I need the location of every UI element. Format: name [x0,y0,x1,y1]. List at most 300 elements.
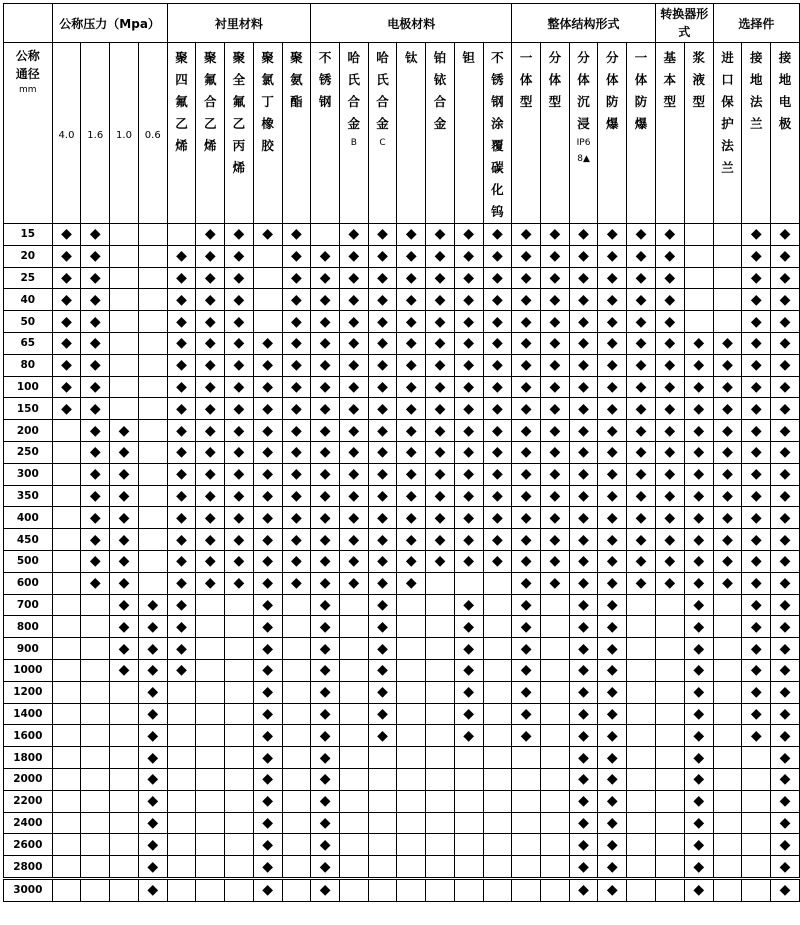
empty-cell [138,420,167,442]
availability-mark: ◆ [454,224,483,246]
corner-unit: mm [19,85,37,95]
empty-cell [426,747,455,769]
availability-mark: ◆ [138,681,167,703]
empty-cell [397,616,426,638]
empty-cell [282,878,311,901]
empty-cell [684,289,713,311]
empty-cell [282,747,311,769]
availability-mark: ◆ [339,463,368,485]
availability-mark: ◆ [368,616,397,638]
availability-mark: ◆ [771,856,800,879]
availability-mark: ◆ [713,572,742,594]
empty-cell [138,507,167,529]
availability-mark: ◆ [253,638,282,660]
lining-column-header-0 [167,43,196,224]
availability-mark: ◆ [684,878,713,901]
availability-mark: ◆ [512,420,541,442]
empty-cell [81,725,110,747]
availability-mark: ◆ [311,507,340,529]
empty-cell [196,681,225,703]
empty-cell [454,747,483,769]
availability-mark: ◆ [684,420,713,442]
availability-mark: ◆ [167,638,196,660]
availability-mark: ◆ [655,332,684,354]
empty-cell [110,681,139,703]
group-header-row [4,4,800,43]
availability-mark: ◆ [684,616,713,638]
availability-mark: ◆ [483,463,512,485]
empty-cell [339,638,368,660]
empty-cell [454,572,483,594]
availability-mark: ◆ [368,289,397,311]
availability-mark: ◆ [282,224,311,246]
table-row [4,812,800,834]
availability-mark: ◆ [771,747,800,769]
availability-mark: ◆ [512,398,541,420]
availability-mark: ◆ [311,420,340,442]
empty-cell [684,245,713,267]
availability-mark: ◆ [483,485,512,507]
availability-mark: ◆ [339,289,368,311]
availability-mark: ◆ [138,659,167,681]
availability-mark: ◆ [81,529,110,551]
availability-mark: ◆ [627,354,656,376]
availability-mark: ◆ [771,834,800,856]
availability-mark: ◆ [339,572,368,594]
nominal-diameter: 2600 [4,834,53,856]
availability-mark: ◆ [655,550,684,572]
empty-cell [138,529,167,551]
empty-cell [483,812,512,834]
empty-cell [454,856,483,879]
availability-mark: ◆ [253,812,282,834]
empty-cell [52,856,81,879]
availability-mark: ◆ [742,441,771,463]
availability-mark: ◆ [771,289,800,311]
empty-cell [742,790,771,812]
nominal-diameter: 400 [4,507,53,529]
availability-mark: ◆ [540,376,569,398]
availability-mark: ◆ [598,311,627,333]
availability-mark: ◆ [742,224,771,246]
availability-mark: ◆ [225,224,254,246]
availability-mark: ◆ [454,441,483,463]
availability-mark: ◆ [368,420,397,442]
table-row [4,332,800,354]
table-row [4,703,800,725]
empty-cell [253,245,282,267]
availability-mark: ◆ [253,659,282,681]
empty-cell [110,398,139,420]
availability-mark: ◆ [426,420,455,442]
availability-mark: ◆ [368,594,397,616]
availability-mark: ◆ [598,332,627,354]
empty-cell [655,768,684,790]
optional-column-label: 接地电极 [778,50,792,131]
availability-mark: ◆ [138,790,167,812]
availability-mark: ◆ [368,681,397,703]
empty-cell [167,834,196,856]
lining-column-label: 聚氯丁橡胶 [261,50,274,153]
empty-cell [339,834,368,856]
availability-mark: ◆ [742,311,771,333]
empty-cell [225,725,254,747]
availability-mark: ◆ [52,224,81,246]
availability-mark: ◆ [512,616,541,638]
empty-cell [627,878,656,901]
optional-column-label: 接地法兰 [750,50,763,131]
availability-mark: ◆ [454,267,483,289]
group-lining: 衬里材料 [167,4,311,43]
availability-mark: ◆ [253,529,282,551]
empty-cell [627,659,656,681]
empty-cell [540,834,569,856]
availability-mark: ◆ [426,354,455,376]
availability-mark: ◆ [742,507,771,529]
nominal-diameter: 1200 [4,681,53,703]
availability-mark: ◆ [512,463,541,485]
empty-cell [454,768,483,790]
empty-cell [167,681,196,703]
availability-mark: ◆ [598,485,627,507]
availability-mark: ◆ [225,354,254,376]
empty-cell [512,790,541,812]
availability-mark: ◆ [426,267,455,289]
availability-mark: ◆ [282,245,311,267]
availability-mark: ◆ [655,441,684,463]
availability-mark: ◆ [540,550,569,572]
availability-mark: ◆ [598,529,627,551]
availability-mark: ◆ [110,507,139,529]
empty-cell [196,703,225,725]
availability-mark: ◆ [483,289,512,311]
empty-cell [426,703,455,725]
empty-cell [655,812,684,834]
empty-cell [540,638,569,660]
availability-mark: ◆ [282,311,311,333]
availability-mark: ◆ [598,856,627,879]
empty-cell [110,289,139,311]
empty-cell [713,725,742,747]
empty-cell [512,768,541,790]
availability-mark: ◆ [196,267,225,289]
table-row [4,485,800,507]
availability-mark: ◆ [397,485,426,507]
electrode-column-header-2 [368,43,397,224]
availability-mark: ◆ [253,420,282,442]
availability-mark: ◆ [426,485,455,507]
availability-mark: ◆ [713,420,742,442]
availability-mark: ◆ [225,311,254,333]
availability-mark: ◆ [540,420,569,442]
availability-mark: ◆ [368,659,397,681]
availability-mark: ◆ [110,463,139,485]
availability-mark: ◆ [311,245,340,267]
availability-mark: ◆ [454,638,483,660]
empty-cell [225,834,254,856]
availability-mark: ◆ [771,224,800,246]
availability-mark: ◆ [339,550,368,572]
availability-mark: ◆ [454,245,483,267]
empty-cell [167,856,196,879]
empty-cell [52,638,81,660]
electrode-column-label: 不锈钢涂覆碳化钨 [491,50,504,219]
structure-column-header-0 [512,43,541,224]
empty-cell [167,725,196,747]
availability-mark: ◆ [569,311,598,333]
availability-mark: ◆ [684,398,713,420]
availability-mark: ◆ [454,681,483,703]
availability-mark: ◆ [540,354,569,376]
availability-mark: ◆ [167,354,196,376]
availability-mark: ◆ [512,681,541,703]
empty-cell [339,659,368,681]
empty-cell [713,659,742,681]
availability-mark: ◆ [598,289,627,311]
availability-mark: ◆ [397,463,426,485]
nominal-diameter: 1400 [4,703,53,725]
empty-cell [52,812,81,834]
table-row [4,856,800,879]
availability-mark: ◆ [339,311,368,333]
availability-mark: ◆ [771,485,800,507]
availability-mark: ◆ [368,311,397,333]
empty-cell [196,790,225,812]
empty-cell [483,878,512,901]
availability-mark: ◆ [339,354,368,376]
electrode-column-header-4 [426,43,455,224]
availability-mark: ◆ [483,529,512,551]
availability-mark: ◆ [167,572,196,594]
availability-mark: ◆ [454,311,483,333]
availability-mark: ◆ [138,616,167,638]
availability-mark: ◆ [368,529,397,551]
structure-column-label: 一体防爆 [634,50,648,131]
electrode-column-header-5 [454,43,483,224]
empty-cell [138,572,167,594]
availability-mark: ◆ [311,725,340,747]
empty-cell [540,790,569,812]
column-header-row [4,43,800,224]
empty-cell [540,812,569,834]
availability-mark: ◆ [483,441,512,463]
empty-cell [225,768,254,790]
nominal-diameter: 80 [4,354,53,376]
availability-mark: ◆ [339,224,368,246]
table-row [4,638,800,660]
nominal-diameter: 65 [4,332,53,354]
availability-mark: ◆ [684,703,713,725]
availability-mark: ◆ [110,594,139,616]
table-row [4,790,800,812]
empty-cell [713,245,742,267]
empty-cell [426,812,455,834]
empty-cell [483,725,512,747]
availability-mark: ◆ [569,747,598,769]
empty-cell [282,616,311,638]
empty-cell [52,485,81,507]
empty-cell [52,420,81,442]
availability-mark: ◆ [454,529,483,551]
availability-mark: ◆ [771,594,800,616]
empty-cell [282,768,311,790]
availability-mark: ◆ [483,224,512,246]
availability-mark: ◆ [110,616,139,638]
availability-mark: ◆ [713,485,742,507]
availability-mark: ◆ [196,354,225,376]
electrode-column-label: 钽 [462,50,475,65]
availability-mark: ◆ [81,289,110,311]
empty-cell [138,267,167,289]
empty-cell [713,616,742,638]
empty-cell [483,681,512,703]
table-row [4,725,800,747]
empty-cell [368,878,397,901]
availability-mark: ◆ [311,332,340,354]
empty-cell [282,856,311,879]
empty-cell [225,616,254,638]
availability-mark: ◆ [512,550,541,572]
structure-column-label: 分体防爆 [606,50,619,131]
empty-cell [225,812,254,834]
availability-mark: ◆ [742,354,771,376]
empty-cell [225,703,254,725]
empty-cell [713,834,742,856]
availability-mark: ◆ [713,529,742,551]
availability-mark: ◆ [742,376,771,398]
optional-column-header-1 [742,43,771,224]
availability-mark: ◆ [282,332,311,354]
availability-mark: ◆ [684,376,713,398]
availability-mark: ◆ [569,245,598,267]
availability-mark: ◆ [138,768,167,790]
empty-cell [368,856,397,879]
empty-cell [540,747,569,769]
empty-cell [397,703,426,725]
empty-cell [110,267,139,289]
empty-cell [512,747,541,769]
availability-mark: ◆ [397,376,426,398]
availability-mark: ◆ [426,224,455,246]
availability-mark: ◆ [569,812,598,834]
availability-mark: ◆ [368,376,397,398]
nominal-diameter: 250 [4,441,53,463]
availability-mark: ◆ [771,529,800,551]
availability-mark: ◆ [569,550,598,572]
availability-mark: ◆ [540,485,569,507]
availability-mark: ◆ [598,463,627,485]
empty-cell [397,878,426,901]
empty-cell [282,681,311,703]
availability-mark: ◆ [397,572,426,594]
availability-mark: ◆ [311,398,340,420]
empty-cell [339,747,368,769]
availability-mark: ◆ [684,572,713,594]
nominal-diameter: 25 [4,267,53,289]
availability-mark: ◆ [598,376,627,398]
availability-mark: ◆ [713,354,742,376]
availability-mark: ◆ [627,441,656,463]
availability-mark: ◆ [540,332,569,354]
empty-cell [627,747,656,769]
availability-mark: ◆ [52,398,81,420]
availability-mark: ◆ [569,332,598,354]
group-pressure [52,4,167,43]
empty-cell [196,725,225,747]
availability-mark: ◆ [52,354,81,376]
availability-mark: ◆ [569,834,598,856]
empty-cell [627,638,656,660]
structure-column-label: 一体型 [519,50,533,109]
empty-cell [426,834,455,856]
availability-mark: ◆ [569,594,598,616]
availability-mark: ◆ [397,529,426,551]
availability-mark: ◆ [540,311,569,333]
empty-cell [483,790,512,812]
availability-mark: ◆ [771,572,800,594]
availability-mark: ◆ [598,768,627,790]
availability-mark: ◆ [569,856,598,879]
nominal-diameter: 600 [4,572,53,594]
availability-mark: ◆ [483,420,512,442]
availability-mark: ◆ [52,245,81,267]
availability-mark: ◆ [771,659,800,681]
empty-cell [138,224,167,246]
nominal-diameter: 200 [4,420,53,442]
availability-mark: ◆ [196,311,225,333]
empty-cell [225,747,254,769]
availability-mark: ◆ [713,398,742,420]
empty-cell [454,878,483,901]
empty-cell [138,376,167,398]
availability-mark: ◆ [81,376,110,398]
empty-cell [397,856,426,879]
availability-mark: ◆ [110,441,139,463]
empty-cell [81,834,110,856]
empty-cell [81,768,110,790]
availability-mark: ◆ [655,529,684,551]
availability-mark: ◆ [655,224,684,246]
empty-cell [540,594,569,616]
availability-mark: ◆ [52,311,81,333]
availability-mark: ◆ [225,463,254,485]
availability-mark: ◆ [512,594,541,616]
empty-cell [110,812,139,834]
empty-cell [397,834,426,856]
availability-mark: ◆ [454,485,483,507]
table-row [4,529,800,551]
availability-mark: ◆ [627,289,656,311]
converter-column-header-1 [684,43,713,224]
availability-mark: ◆ [253,441,282,463]
availability-mark: ◆ [196,398,225,420]
nominal-diameter: 40 [4,289,53,311]
empty-cell [627,768,656,790]
availability-mark: ◆ [454,703,483,725]
availability-mark: ◆ [512,224,541,246]
availability-mark: ◆ [282,289,311,311]
empty-cell [368,768,397,790]
empty-cell [81,616,110,638]
table-row [4,311,800,333]
availability-mark: ◆ [196,441,225,463]
availability-mark: ◆ [598,354,627,376]
availability-mark: ◆ [426,441,455,463]
empty-cell [167,768,196,790]
availability-mark: ◆ [110,659,139,681]
availability-mark: ◆ [483,507,512,529]
empty-cell [52,507,81,529]
